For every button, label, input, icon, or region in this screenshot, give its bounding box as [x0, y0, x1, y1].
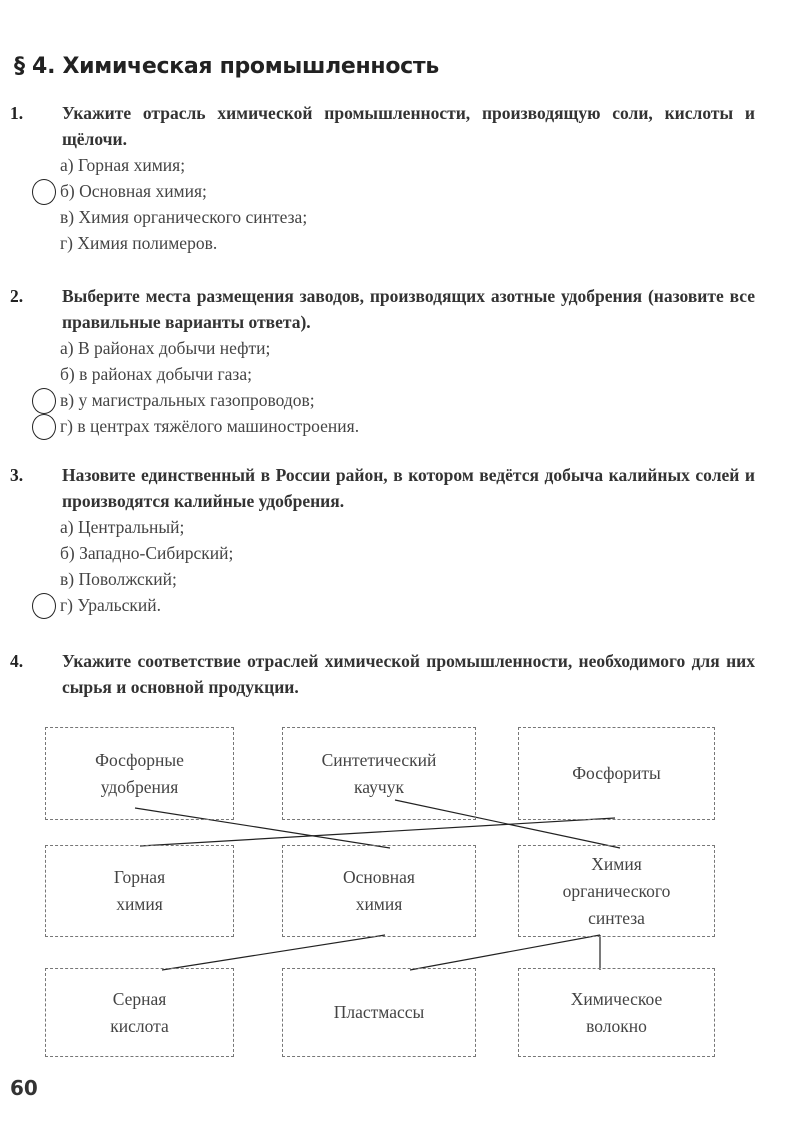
diagram-box	[282, 845, 476, 937]
answer-option-text: в) Поволжский;	[60, 569, 177, 589]
question-number: 1.	[10, 103, 24, 123]
diagram-box-text: Горная	[113, 867, 166, 887]
question-number: 4.	[10, 651, 24, 671]
diagram-box-text: Химия	[591, 853, 642, 874]
diagram-box-text: Основная	[343, 867, 415, 887]
connection-line	[162, 935, 385, 970]
diagram-box	[282, 968, 476, 1057]
connection-line	[410, 935, 600, 970]
answer-option-text: б) в районах добычи газа;	[60, 364, 252, 384]
diagram-box-text: Пластмассы	[333, 1002, 425, 1022]
answer-option-text: а) Центральный;	[60, 517, 185, 537]
diagram-box-text: синтеза	[588, 907, 645, 928]
answer-option-text: б) Основная химия;	[60, 181, 207, 201]
diagram-box	[45, 968, 234, 1057]
diagram-box-text: Синтетический	[321, 749, 437, 770]
diagram-box-text: органического	[562, 880, 671, 901]
diagram-box-text: химия	[116, 894, 163, 914]
diagram-box-text: Фосфориты	[572, 763, 661, 783]
answer-option-text: б) Западно-Сибирский;	[60, 543, 234, 563]
page-number: 60	[10, 1076, 38, 1100]
diagram-box	[518, 727, 715, 820]
answer-option-text: г) в центрах тяжёлого машиностроения.	[60, 416, 360, 436]
question-number: 2.	[10, 286, 24, 306]
question-text: Укажите соответствие отраслей химической промышленности, необходимого для них сырья и основной продукции.	[62, 651, 755, 697]
answer-option-text: в) Химия органического синтеза;	[60, 207, 308, 227]
answer-option-text: а) Горная химия;	[60, 155, 186, 175]
question-text: Назовите единственный в России район, в котором ведётся добыча калийных солей и производятся калийные удобрения.	[62, 465, 755, 511]
diagram-box-text: кислота	[110, 1015, 169, 1036]
question-text: Выберите места размещения заводов, производящих азотные удобрения (назовите все правильные варианты ответа).	[62, 286, 755, 332]
answer-option-text: а) В районах добычи нефти;	[60, 338, 271, 358]
page-title: § 4. Химическая промышленность	[14, 54, 439, 79]
diagram-box-text: волокно	[586, 1015, 647, 1036]
diagram-box-text: каучук	[354, 776, 404, 797]
diagram-box-text: Фосфорные	[95, 749, 184, 770]
answer-option-text: г) Уральский.	[60, 595, 161, 615]
diagram-box	[282, 727, 476, 820]
diagram-box-text: Серная	[112, 988, 167, 1009]
question-number: 3.	[10, 465, 24, 485]
answer-option-text: в) у магистральных газопроводов;	[60, 390, 315, 410]
diagram-box	[518, 845, 715, 937]
diagram-box	[45, 727, 234, 820]
diagram-box-text: Химическое	[570, 988, 663, 1009]
answer-option-text: г) Химия полимеров.	[60, 233, 218, 253]
diagram-box-text: химия	[355, 894, 403, 914]
question-text: Укажите отрасль химической промышленности, производящую соли, кислоты и щёлочи.	[62, 103, 755, 149]
diagram-box	[45, 845, 234, 937]
diagram-box	[518, 968, 715, 1057]
diagram-box-text: удобрения	[100, 776, 179, 797]
